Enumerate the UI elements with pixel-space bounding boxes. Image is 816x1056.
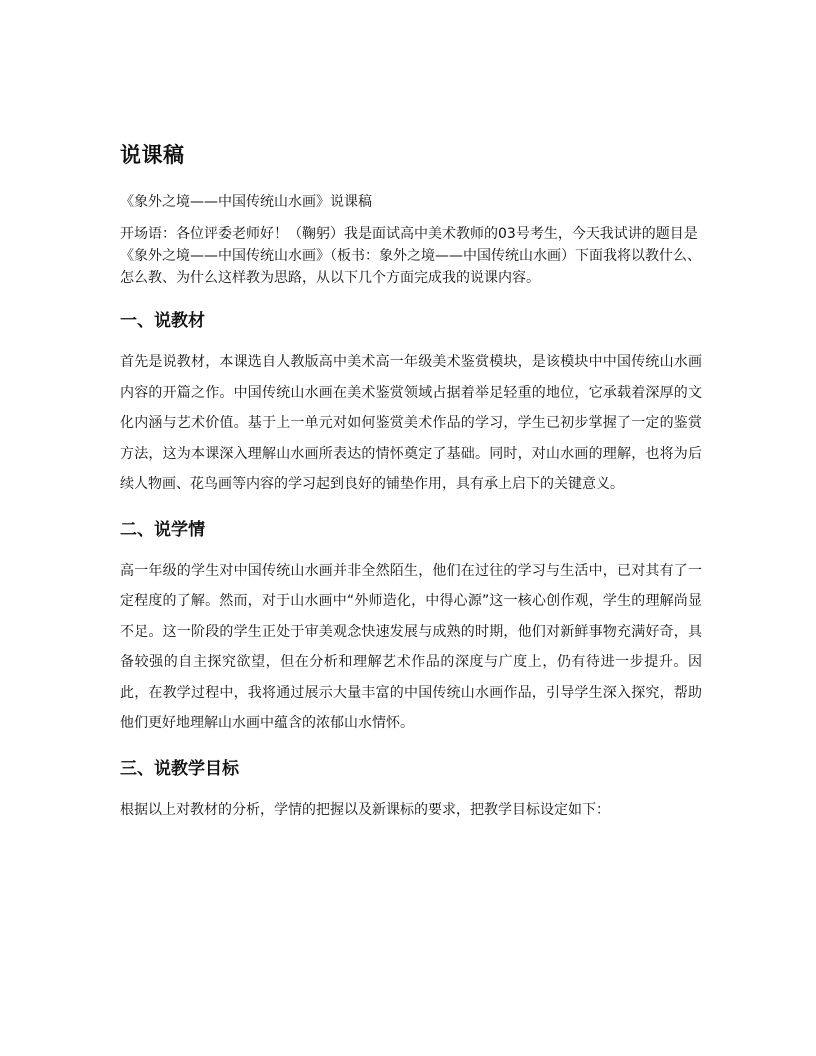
opening-paragraph: 开场语：各位评委老师好！（鞠躬）我是面试高中美术教师的03号考生，今天我试讲的题目是《象外之境——中国传统山水画》（板书：象外之境——中国传统山水画）下面我将以教什么、怎么教、为什么这样教为思路，从以下几个方面完成我的说课内容。 (120, 226, 701, 286)
document-title: 说课稿 (120, 143, 185, 167)
document-subtitle: 《象外之境——中国传统山水画》说课稿 (120, 194, 372, 210)
section-heading-textbook: 一、说教材 (120, 311, 205, 331)
document-page (120, 140, 702, 843)
section-body-textbook: 首先是说教材，本课选自人教版高中美术高一年级美术鉴赏模块，是该模块中中国传统山水画内容的开篇之作。中国传统山水画在美术鉴赏领域占据着举足轻重的地位，它承载着深厚的文化内涵与艺术价值。基于上一单元对如何鉴赏美术作品的学习，学生已初步掌握了一定的鉴赏方法，这为本课深入理解山水画所表达的情怀奠定了基础。同时，对山水画的理解，也将为后续人物画、花鸟画等内容的学习起到良好的铺垫作用，具有承上启下的关键意义。 (120, 354, 702, 492)
section-heading-objectives: 三、说教学目标 (120, 758, 239, 779)
section-body-learners: 高一年级的学生对中国传统山水画并非全然陌生，他们在过往的学习与生活中，已对其有了一定程度的了解。然而，对于山水画中“外师造化，中得心源”这一核心创作观，学生的理解尚显不足。这一阶段的学生正处于审美观念快速发展与成熟的时期，他们对新鲜事物充满好奇，具备较强的自主探究欲望，但在分析和理解艺术作品的深度与广度上，仍有待进一步提升。因此，在教学过程中，我将通过展示大量丰富的中国传统山水画作品，引导学生深入探究，帮助他们更好地理解山水画中蕴含的浓郁山水情怀。 (120, 562, 702, 731)
section-body-objectives: 根据以上对教材的分析，学情的把握以及新课标的要求，把教学目标设定如下： (120, 801, 610, 818)
section-heading-learners: 二、说学情 (120, 519, 205, 540)
